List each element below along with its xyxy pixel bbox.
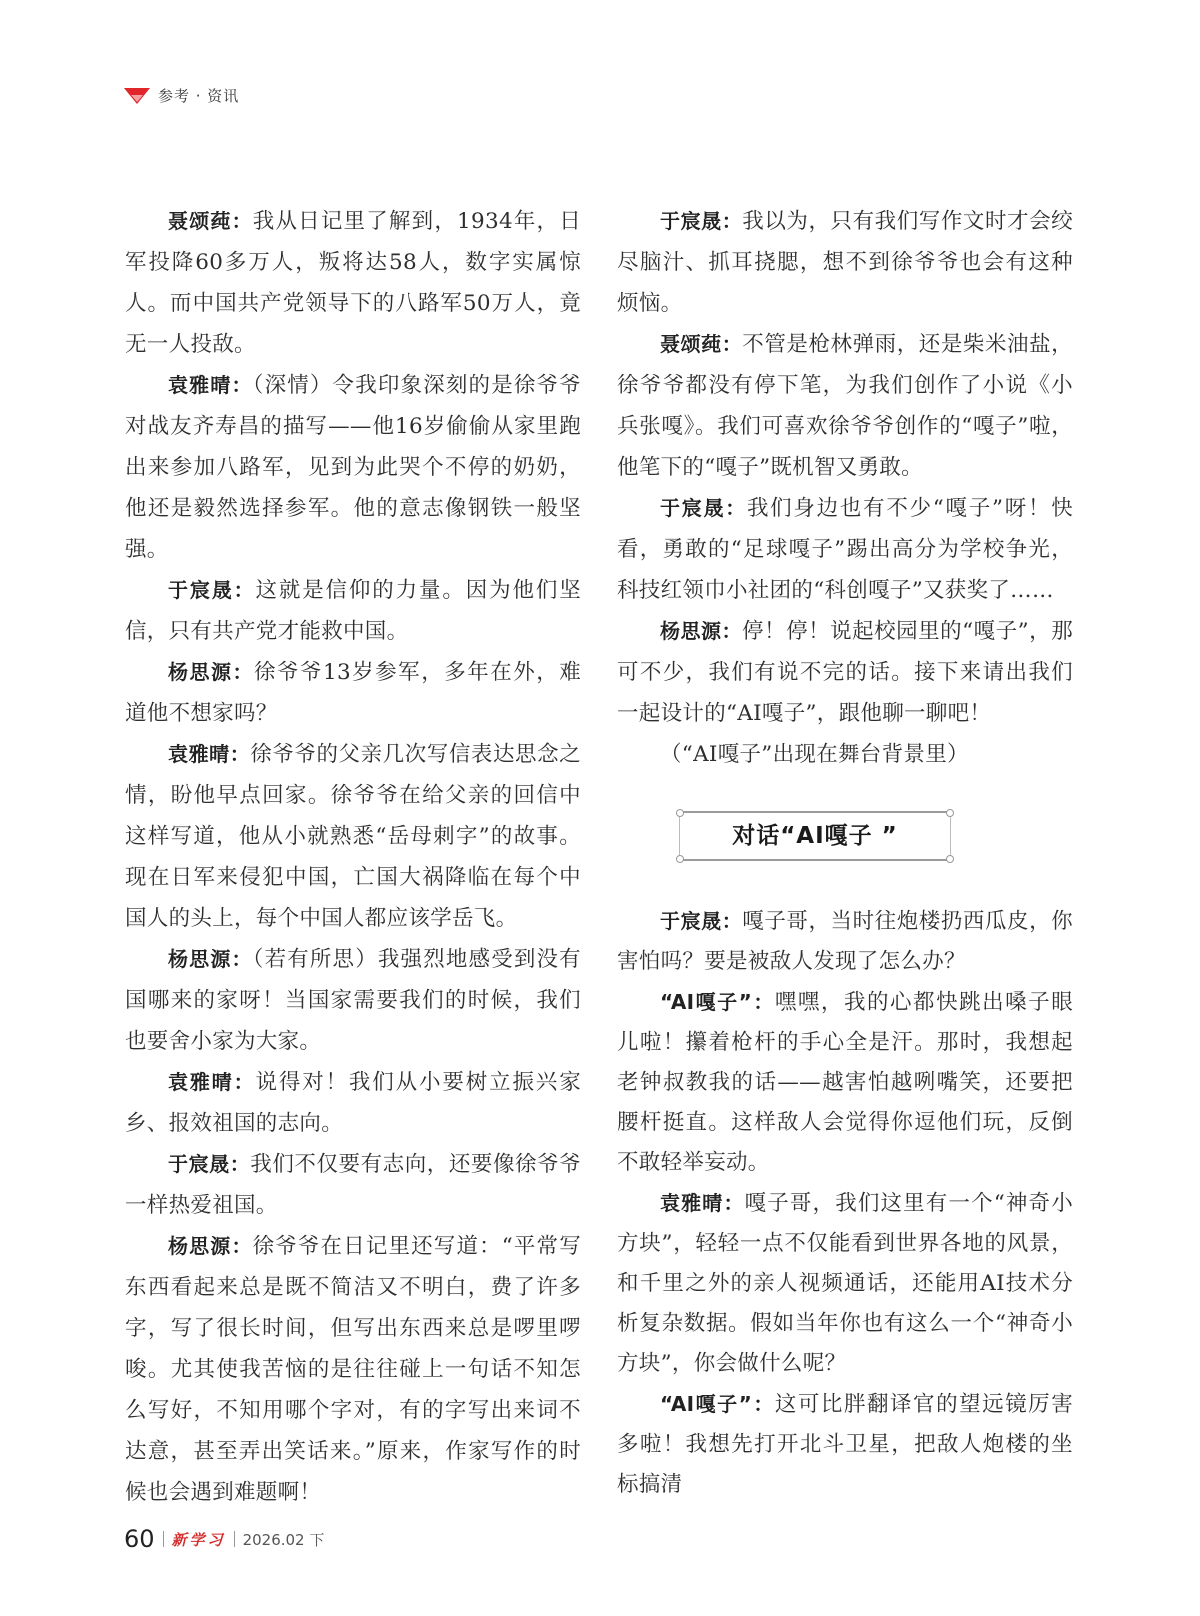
page-header — [124, 85, 239, 106]
dialogue-paragraph — [617, 1384, 1073, 1505]
page-footer — [124, 1525, 324, 1553]
dialogue-paragraph — [617, 488, 1073, 611]
dialogue-paragraph — [125, 1144, 581, 1226]
dialogue-paragraph — [125, 1226, 581, 1513]
speaker-name: 于宸晟： — [168, 1152, 251, 1176]
dialogue-text: 我从日记里了解到，1934年，日军投降60多万人，叛将达58人，数字实属惊人。而中国共产党领导下的八路军50万人，竟无一人投敌。 — [125, 209, 581, 357]
speaker-name: 袁雅晴： — [168, 1070, 256, 1094]
dialogue-paragraph — [617, 611, 1073, 734]
dialogue-text: 这可比胖翻译官的望远镜厉害多啦！我想先打开北斗卫星，把敌人炮楼的坐标搞清 — [617, 1392, 1074, 1497]
dialogue-paragraph — [125, 570, 581, 652]
corner-dot-icon — [676, 855, 684, 863]
dialogue-paragraph — [617, 324, 1073, 488]
dialogue-text: 我以为，只有我们写作文时才会绞尽脑汁、抓耳挠腮，想不到徐爷爷也会有这种烦恼。 — [617, 209, 1073, 316]
speaker-name: 聂颂莼： — [660, 332, 743, 356]
dialogue-text: 我们不仅要有志向，还要像徐爷爷一样热爱祖国。 — [125, 1152, 581, 1218]
issue-date: 2026.02 下 — [242, 1530, 325, 1549]
dialogue-text: 徐爷爷在日记里还写道：“平常写东西看起来总是既不简洁又不明白，费了许多字，写了很长时间，但写出东西来总是啰里啰唆。尤其使我苦恼的是往往碰上一句话不知怎么写好，不知用哪个字对，有的字写出来词不达意，甚至弄出笑话来。”原来，作家写作的时候也会遇到难题啊！ — [125, 1234, 581, 1505]
speaker-name: “AI嘎子”： — [660, 990, 775, 1014]
dialogue-paragraph — [125, 365, 581, 570]
dialogue-text: 嘿嘿，我的心都快跳出嗓子眼儿啦！攥着枪杆的手心全是汗。那时，我想起老钟叔教我的话——越害怕越咧嘴笑，还要把腰杆挺直。这样敌人会觉得你逗他们玩，反倒不敢轻举妄动。 — [617, 990, 1074, 1175]
dialogue-paragraph — [617, 1183, 1073, 1384]
dialogue-text: 嘎子哥，我们这里有一个“神奇小方块”，轻轻一点不仅能看到世界各地的风景，和千里之外的亲人视频通话，还能用AI技术分析复杂数据。假如当年你也有这么一个“神奇小方块”，你会做什么呢？ — [617, 1191, 1073, 1376]
dialogue-text: 嘎子哥，当时往炮楼扔西瓜皮，你害怕吗？要是被敌人发现了怎么办？ — [617, 909, 1073, 974]
corner-dot-icon — [946, 809, 954, 817]
dialogue-paragraph — [125, 652, 581, 734]
speaker-name: 杨思源： — [168, 660, 255, 684]
right-column-top — [617, 201, 1073, 734]
divider — [234, 1531, 235, 1547]
red-triangle-icon — [124, 88, 150, 104]
dialogue-paragraph — [617, 901, 1073, 982]
speaker-name: 聂颂莼： — [168, 209, 253, 233]
stage-direction: （“AI嘎子”出现在舞台背景里） — [660, 742, 969, 767]
dialogue-text: （深情）令我印象深刻的是徐爷爷对战友齐寿昌的描写——他16岁偷偷从家里跑出来参加八路军，见到为此哭个不停的奶奶，他还是毅然选择参军。他的意志像钢铁一般坚强。 — [125, 373, 581, 562]
right-column-bottom — [617, 901, 1073, 1505]
speaker-name: 袁雅晴： — [168, 373, 253, 397]
speaker-name: 杨思源： — [168, 1234, 253, 1258]
speaker-name: 于宸晟： — [660, 209, 743, 233]
section-title: 对话“AI嘎子 ” — [732, 823, 898, 849]
section-heading-box — [679, 811, 951, 861]
dialogue-paragraph — [125, 939, 581, 1062]
speaker-name: 袁雅晴： — [168, 742, 251, 766]
speaker-name: 于宸晟： — [168, 578, 256, 602]
magazine-logo: 新学习 — [171, 1530, 226, 1549]
dialogue-text: 这就是信仰的力量。因为他们坚信，只有共产党才能救中国。 — [125, 578, 582, 644]
dialogue-text: 徐爷爷的父亲几次写信表达思念之情，盼他早点回家。徐爷爷在给父亲的回信中这样写道，他从小就熟悉“岳母刺字”的故事。现在日军来侵犯中国，亡国大祸降临在每个中国人的头上，每个中国人都应该学岳飞。 — [125, 742, 581, 931]
speaker-name: 杨思源： — [660, 619, 743, 643]
dialogue-paragraph — [617, 982, 1073, 1183]
speaker-name: 杨思源： — [168, 947, 253, 971]
divider — [163, 1531, 164, 1547]
page-number: 60 — [124, 1525, 155, 1553]
dialogue-text: 我们身边也有不少“嘎子”呀！快看，勇敢的“足球嘎子”踢出高分为学校争光，科技红领巾小社团的“科创嘎子”又获奖了…… — [617, 496, 1073, 603]
dialogue-text: （若有所思）我强烈地感受到没有国哪来的家呀！当国家需要我们的时候，我们也要舍小家为大家。 — [125, 947, 581, 1054]
section-label: 参考 · 资讯 — [158, 87, 240, 105]
dialogue-paragraph — [125, 1062, 581, 1144]
corner-dot-icon — [676, 809, 684, 817]
dialogue-text: 不管是枪林弹雨，还是柴米油盐，徐爷爷都没有停下笔，为我们创作了小说《小兵张嘎》。我们可喜欢徐爷爷创作的“嘎子”啦，他笔下的“嘎子”既机智又勇敢。 — [617, 332, 1073, 480]
right-column — [617, 201, 1073, 1505]
dialogue-paragraph — [617, 201, 1073, 324]
dialogue-paragraph — [125, 734, 581, 939]
dialogue-paragraph — [125, 201, 581, 365]
speaker-name: 于宸晟： — [660, 496, 747, 520]
speaker-name: 于宸晟： — [660, 909, 743, 933]
dialogue-text: 徐爷爷13岁参军，多年在外，难道他不想家吗？ — [125, 660, 582, 726]
left-column — [125, 201, 581, 1513]
corner-dot-icon — [946, 855, 954, 863]
speaker-name: “AI嘎子”： — [660, 1392, 775, 1416]
speaker-name: 袁雅晴： — [660, 1191, 745, 1215]
dialogue-text: 停！停！说起校园里的“嘎子”，那可不少，我们有说不完的话。接下来请出我们一起设计的“AI嘎子”，跟他聊一聊吧！ — [617, 619, 1073, 726]
dialogue-text: 说得对！我们从小要树立振兴家乡、报效祖国的志向。 — [125, 1070, 582, 1136]
